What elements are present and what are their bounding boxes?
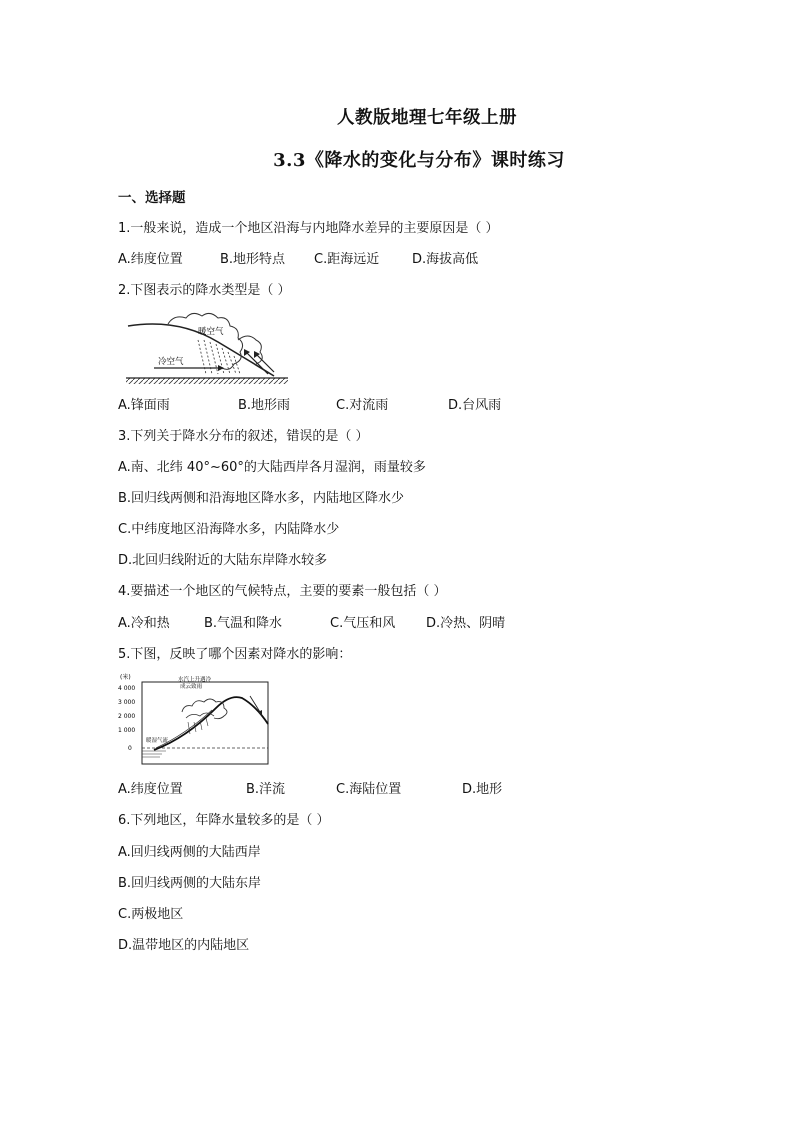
question-5-option-a: A.纬度位置 — [118, 782, 183, 797]
question-6-option-a: A.回归线两侧的大陆西岸 — [118, 845, 261, 860]
question-6-stem: 6.下列地区，年降水量较多的是（ ） — [118, 813, 330, 828]
question-2-stem: 2.下图表示的降水类型是（ ） — [118, 283, 291, 298]
question-6-option-d: D.温带地区的内陆地区 — [118, 938, 250, 953]
rain-streaks-windward — [188, 718, 208, 734]
warm-air-label: 暖空气 — [198, 327, 224, 337]
question-4-option-b: B.气温和降水 — [204, 616, 283, 631]
question-6-option-b: B.回归线两侧的大陆东岸 — [118, 876, 262, 891]
page-subtitle: 3.3《降水的变化与分布》课时练习 — [273, 150, 565, 171]
ground-hatch — [126, 378, 288, 384]
section-heading: 一、选择题 — [118, 190, 186, 206]
question-3-option-d: D.北回归线附近的大陆东岸降水较多 — [118, 553, 328, 568]
question-3-stem: 3.下列关于降水分布的叙述，错误的是（ ） — [118, 429, 369, 444]
question-3-option-c: C.中纬度地区沿海降水多，内陆降水少 — [118, 522, 340, 537]
wind-label: 暖湿气流 — [146, 738, 169, 744]
orographic-rain-diagram — [116, 672, 272, 766]
question-2-option-a: A.锋面雨 — [118, 398, 170, 413]
diagram-frame — [142, 682, 268, 764]
question-1-option-b: B.地形特点 — [220, 252, 286, 267]
cold-air-label: 冷空气 — [158, 357, 184, 367]
frontal-rain-diagram — [118, 310, 294, 388]
y-tick-1000: 1 000 — [118, 727, 136, 734]
question-5-option-c: C.海陆位置 — [336, 782, 402, 797]
question-5-option-d: D.地形 — [462, 782, 503, 797]
question-1-option-d: D.海拔高低 — [412, 252, 479, 267]
cloud-windward-2 — [186, 713, 214, 718]
sea-stripes — [142, 751, 166, 757]
question-6-option-c: C.两极地区 — [118, 907, 184, 922]
question-3-option-a: A.南、北纬 40°~60°的大陆西岸各月湿润，雨量较多 — [118, 460, 426, 475]
question-2-option-d: D.台风雨 — [448, 398, 502, 413]
cold-air-arrowhead — [218, 365, 224, 371]
question-1-option-c: C.距海远近 — [314, 252, 380, 267]
question-1-option-a: A.纬度位置 — [118, 252, 183, 267]
question-4-stem: 4.要描述一个地区的气候特点，主要的要素一般包括（ ） — [118, 584, 447, 599]
question-1-stem: 1.一般来说，造成一个地区沿海与内地降水差异的主要原因是（ ） — [118, 221, 499, 236]
question-4-option-c: C.气压和风 — [330, 616, 396, 631]
question-5-stem: 5.下图，反映了哪个因素对降水的影响： — [118, 647, 352, 662]
question-2-option-c: C.对流雨 — [336, 398, 389, 413]
cloud-label-1: 水汽上升遇冷 — [178, 677, 212, 683]
cloud-label-2: 成云致雨 — [180, 684, 203, 690]
y-axis-unit: (米) — [120, 674, 131, 681]
question-4-option-d: D.冷热、阴晴 — [426, 616, 506, 631]
y-tick-2000: 2 000 — [118, 713, 136, 720]
question-5-option-b: B.洋流 — [246, 782, 286, 797]
page-title: 人教版地理七年级上册 — [337, 108, 517, 128]
y-axis-ticks — [118, 685, 135, 752]
mountain-profile — [154, 697, 268, 750]
y-tick-0: 0 — [128, 745, 132, 752]
question-3-option-b: B.回归线两侧和沿海地区降水多，内陆地区降水少 — [118, 491, 405, 506]
y-tick-3000: 3 000 — [118, 699, 136, 706]
question-2-option-b: B.地形雨 — [238, 398, 291, 413]
question-4-option-a: A.冷和热 — [118, 616, 170, 631]
y-tick-4000: 4 000 — [118, 685, 136, 692]
